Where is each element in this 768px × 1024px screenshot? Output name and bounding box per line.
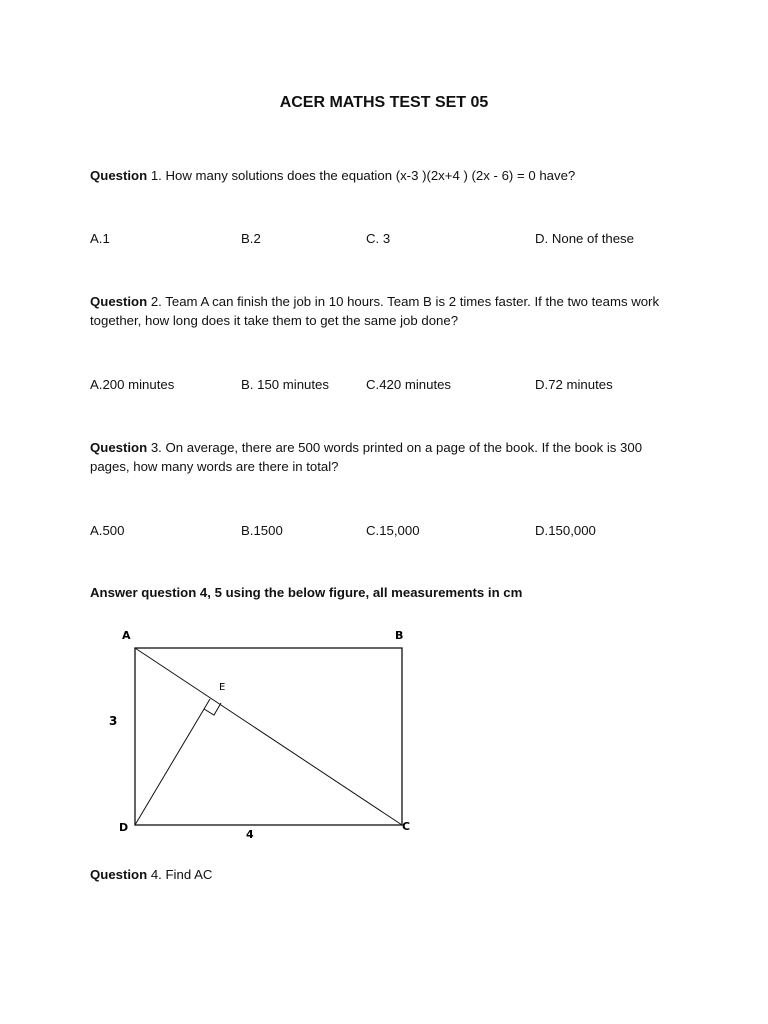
question-number: 2 xyxy=(150,294,159,309)
question-3 xyxy=(90,438,680,476)
question-3-option-d: D.150,000 xyxy=(535,523,596,538)
diagonal-ac xyxy=(135,648,402,825)
vertex-label-d: D xyxy=(119,821,129,834)
question-3-option-c: C.15,000 xyxy=(366,523,420,538)
question-label: Question xyxy=(90,168,148,183)
question-1 xyxy=(90,166,680,185)
vertex-label-c: C xyxy=(402,820,411,833)
question-2-option-d: D.72 minutes xyxy=(535,377,613,392)
question-number: 4 xyxy=(150,867,159,882)
vertex-label-a: A xyxy=(122,629,131,642)
point-label-e: E xyxy=(219,682,226,693)
side-length-ad: 3 xyxy=(109,714,118,728)
question-2-option-a: A.200 minutes xyxy=(90,377,175,392)
question-2-option-b: B. 150 minutes xyxy=(241,377,329,392)
question-2-option-c: C.420 minutes xyxy=(366,377,452,392)
vertex-label-b: B xyxy=(395,629,404,642)
question-label: Question xyxy=(90,440,148,455)
perpendicular-de xyxy=(135,699,210,825)
question-1-option-a: A.1 xyxy=(90,231,110,246)
figure-instruction: Answer question 4, 5 using the below figure, all measurements in cm xyxy=(90,585,523,600)
question-1-option-d: D. None of these xyxy=(535,231,634,246)
question-label: Question xyxy=(90,294,148,309)
side-length-dc: 4 xyxy=(246,828,254,841)
question-text: . On average, there are 500 words printed on a page of the book. If the book is 300 pages, how many words are there in total? xyxy=(90,440,643,474)
page-title: ACER MATHS TEST SET 05 xyxy=(279,94,489,111)
question-1-option-c: C. 3 xyxy=(366,231,391,246)
question-4 xyxy=(90,865,680,884)
question-3-option-b: B.1500 xyxy=(241,523,283,538)
question-text: . How many solutions does the equation (x-3 )(2x+4 ) (2x - 6) = 0 have? xyxy=(158,168,576,183)
question-number: 1 xyxy=(150,168,159,183)
rectangle-diagram xyxy=(100,622,430,847)
question-number: 3 xyxy=(150,440,159,455)
question-text: . Team A can finish the job in 10 hours. Team B is 2 times faster. If the two teams work together, how long does it take them to get the same job done? xyxy=(90,294,660,328)
question-1-option-b: B.2 xyxy=(241,231,261,246)
question-text: . Find AC xyxy=(158,867,213,882)
question-2 xyxy=(90,292,680,330)
question-3-option-a: A.500 xyxy=(90,523,125,538)
question-label: Question xyxy=(90,867,148,882)
